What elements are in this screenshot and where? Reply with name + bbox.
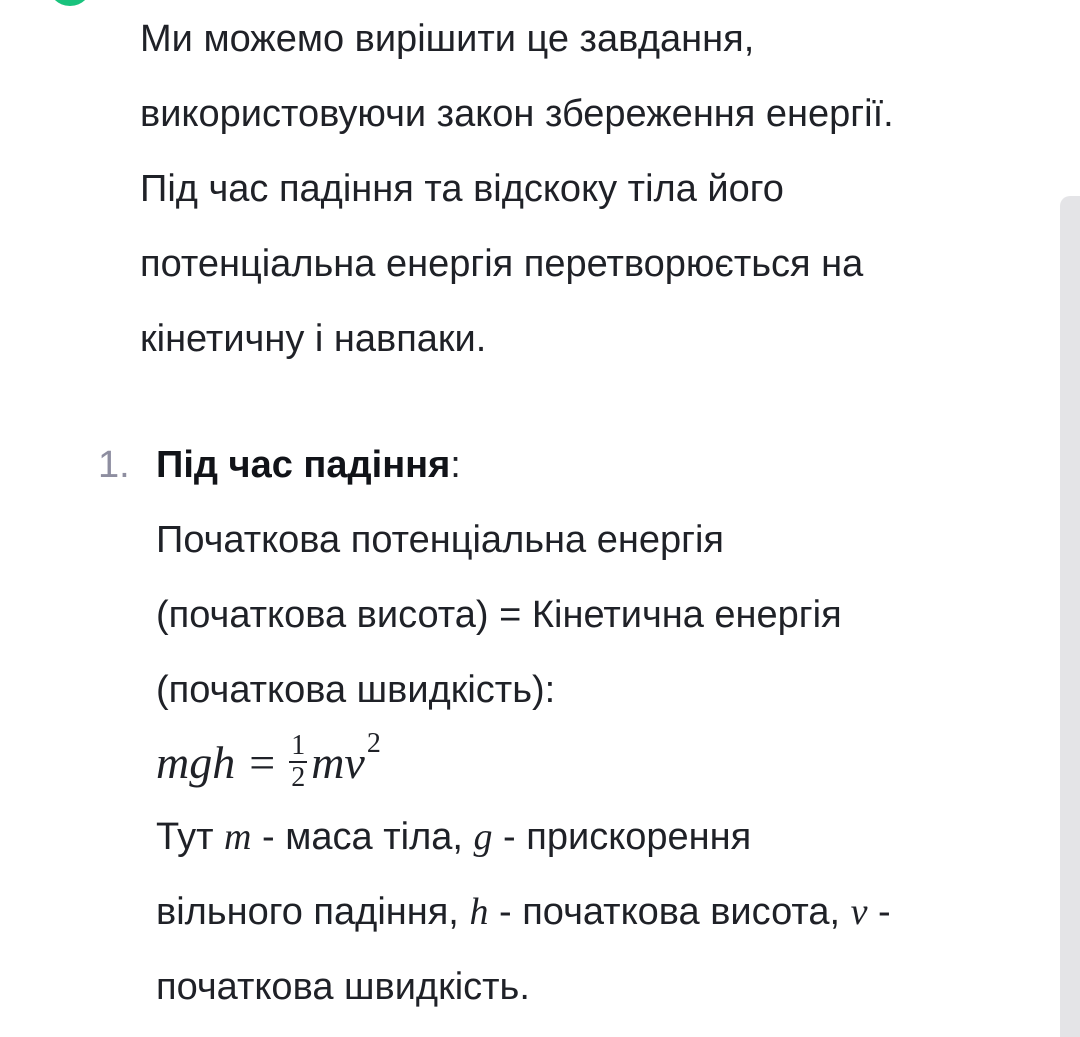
- intro-line-5: кінетичну і навпаки.: [140, 318, 487, 360]
- explain-text: Тут: [156, 816, 225, 858]
- intro-line-1: Ми можемо вирішити це завдання,: [140, 18, 755, 60]
- intro-paragraph: [140, 0, 1040, 377]
- assistant-avatar: [48, 0, 92, 6]
- desc-line-1: Початкова потенціальна енергія: [156, 519, 724, 561]
- formula-lhs: mgh: [156, 736, 236, 788]
- scrollbar[interactable]: [1060, 196, 1080, 1037]
- formula-fraction: [289, 732, 307, 792]
- list-item-colon: :: [450, 444, 461, 486]
- explain-text: вільного падіння,: [156, 891, 470, 933]
- fraction-numerator: 1: [291, 730, 306, 761]
- list-item-number: 1.: [98, 444, 130, 486]
- explain-text: - маса тіла,: [251, 816, 474, 858]
- explain-text: - початкова висота,: [488, 891, 851, 933]
- var-v: v: [850, 891, 868, 933]
- assistant-message: [140, 0, 1040, 377]
- intro-line-4: потенціальна енергія перетворюється на: [140, 243, 864, 285]
- ordered-list: [98, 428, 1028, 1025]
- intro-line-2: використовуючи закон збереження енергії.: [140, 93, 894, 135]
- formula-equals: =: [249, 736, 276, 788]
- var-g: g: [473, 816, 493, 858]
- var-h: h: [469, 891, 489, 933]
- desc-line-2: (початкова висота) = Кінетична енергія: [156, 594, 842, 636]
- fraction-denominator: 2: [291, 762, 306, 793]
- formula-exponent: 2: [366, 728, 381, 759]
- var-m: m: [224, 816, 252, 858]
- formula-rhs: mv: [311, 736, 365, 788]
- explain-line-3: початкова швидкість.: [156, 966, 530, 1008]
- explain-text: -: [867, 891, 891, 933]
- explain-line-2: [156, 875, 1028, 950]
- list-item-title: [156, 428, 1028, 503]
- explain-text: - прискорення: [492, 816, 752, 858]
- explain-line-1: [156, 800, 1028, 875]
- desc-line-3: (початкова швидкість):: [156, 669, 556, 711]
- list-item-heading: Під час падіння: [156, 444, 451, 486]
- energy-formula: [156, 724, 1028, 800]
- intro-line-3: Під час падіння та відскоку тіла його: [140, 168, 784, 210]
- list-item: [98, 428, 1028, 1025]
